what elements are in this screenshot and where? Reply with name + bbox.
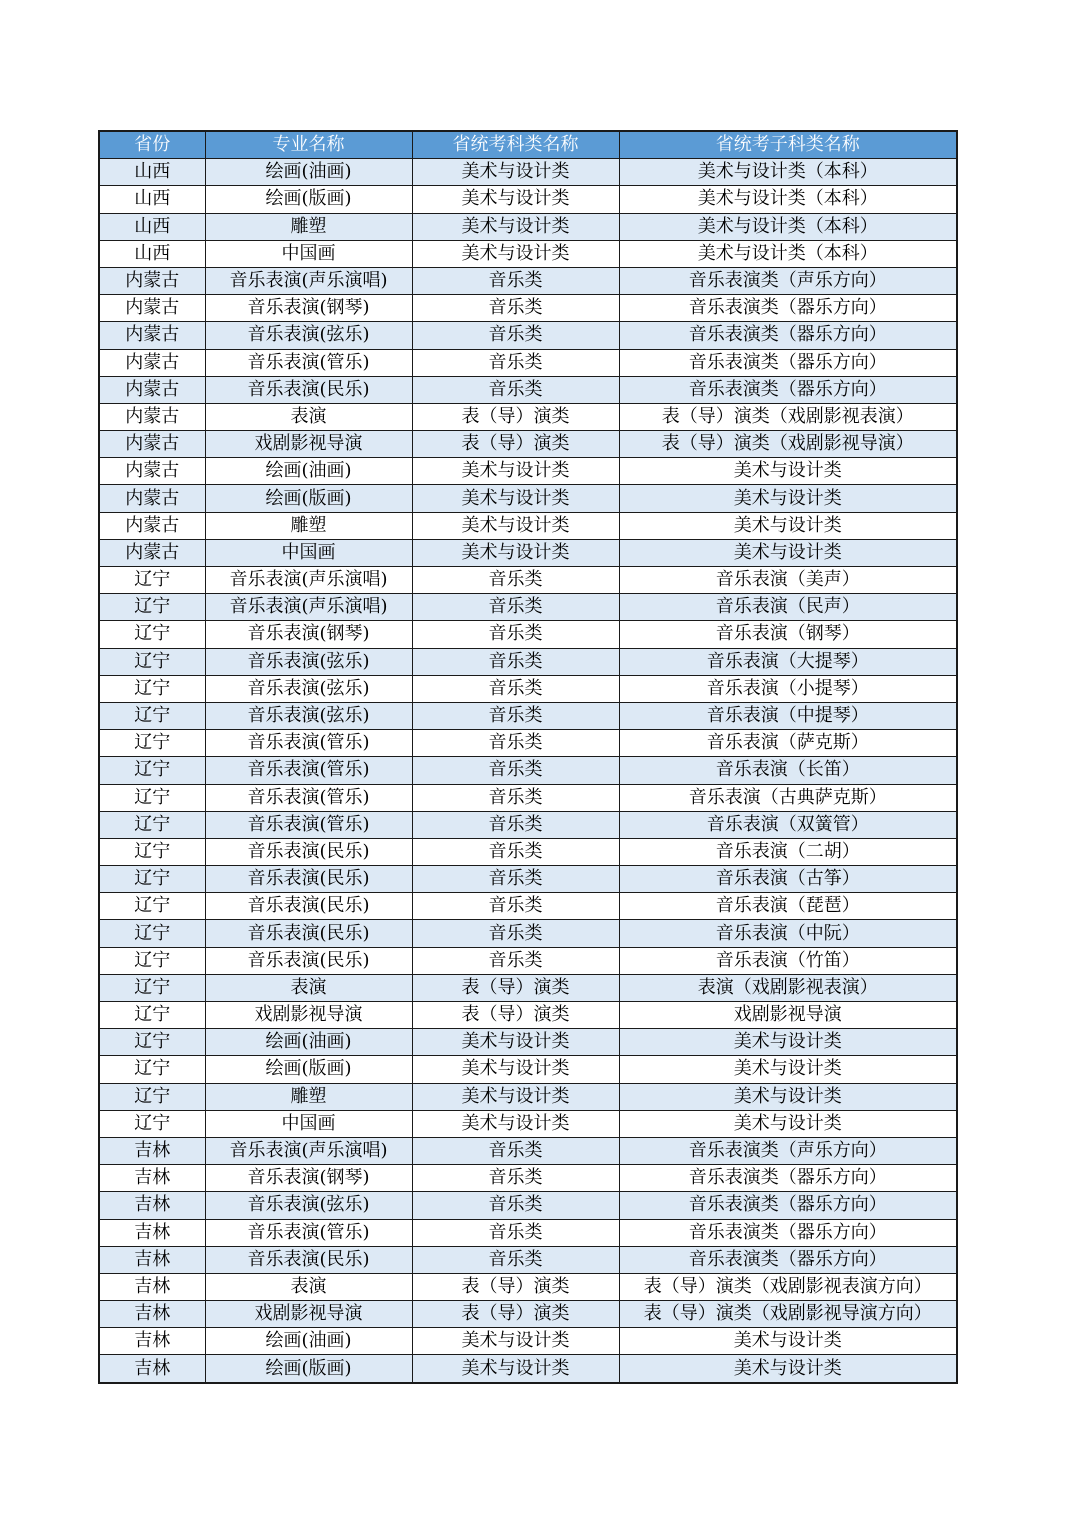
cell-major-name: 音乐表演(民乐)	[205, 893, 412, 920]
cell-exam-category: 美术与设计类	[412, 240, 619, 267]
cell-major-name: 戏剧影视导演	[205, 1301, 412, 1328]
table-row	[99, 295, 957, 322]
table-row	[99, 240, 957, 267]
table-row	[99, 730, 957, 757]
cell-province: 辽宁	[99, 730, 205, 757]
cell-exam-subcategory: 音乐表演（古筝）	[619, 866, 957, 893]
cell-exam-category: 美术与设计类	[412, 1110, 619, 1137]
cell-exam-category: 音乐类	[412, 1192, 619, 1219]
cell-province: 辽宁	[99, 974, 205, 1001]
cell-province: 辽宁	[99, 757, 205, 784]
table-body	[99, 159, 957, 1383]
cell-major-name: 雕塑	[205, 213, 412, 240]
cell-exam-subcategory: 音乐表演类（声乐方向）	[619, 1137, 957, 1164]
cell-exam-subcategory: 表（导）演类（戏剧影视导演方向）	[619, 1301, 957, 1328]
cell-major-name: 音乐表演(声乐演唱)	[205, 267, 412, 294]
cell-exam-subcategory: 音乐表演类（器乐方向）	[619, 1165, 957, 1192]
cell-major-name: 音乐表演(钢琴)	[205, 1165, 412, 1192]
table-row	[99, 1137, 957, 1164]
cell-major-name: 绘画(版画)	[205, 186, 412, 213]
cell-major-name: 音乐表演(管乐)	[205, 757, 412, 784]
cell-province: 内蒙古	[99, 431, 205, 458]
cell-exam-subcategory: 美术与设计类	[619, 1110, 957, 1137]
cell-exam-subcategory: 美术与设计类	[619, 485, 957, 512]
cell-province: 辽宁	[99, 675, 205, 702]
table-row	[99, 376, 957, 403]
cell-exam-category: 音乐类	[412, 295, 619, 322]
cell-exam-category: 美术与设计类	[412, 512, 619, 539]
table-row	[99, 1056, 957, 1083]
cell-major-name: 戏剧影视导演	[205, 431, 412, 458]
cell-major-name: 音乐表演(民乐)	[205, 838, 412, 865]
table-row	[99, 485, 957, 512]
cell-exam-category: 美术与设计类	[412, 1083, 619, 1110]
cell-exam-category: 音乐类	[412, 1246, 619, 1273]
cell-exam-category: 音乐类	[412, 621, 619, 648]
cell-exam-category: 音乐类	[412, 648, 619, 675]
cell-exam-subcategory: 美术与设计类	[619, 512, 957, 539]
cell-exam-subcategory: 音乐表演类（器乐方向）	[619, 1219, 957, 1246]
cell-province: 吉林	[99, 1301, 205, 1328]
cell-exam-category: 表（导）演类	[412, 974, 619, 1001]
cell-major-name: 音乐表演(民乐)	[205, 1246, 412, 1273]
cell-exam-subcategory: 音乐表演（中提琴）	[619, 702, 957, 729]
cell-province: 内蒙古	[99, 403, 205, 430]
cell-exam-category: 美术与设计类	[412, 159, 619, 186]
cell-major-name: 绘画(油画)	[205, 159, 412, 186]
cell-exam-subcategory: 美术与设计类	[619, 1083, 957, 1110]
table-row	[99, 159, 957, 186]
cell-province: 内蒙古	[99, 267, 205, 294]
cell-province: 吉林	[99, 1273, 205, 1300]
cell-exam-category: 表（导）演类	[412, 403, 619, 430]
cell-exam-category: 音乐类	[412, 1219, 619, 1246]
cell-major-name: 戏剧影视导演	[205, 1002, 412, 1029]
cell-major-name: 雕塑	[205, 1083, 412, 1110]
cell-exam-category: 音乐类	[412, 1137, 619, 1164]
cell-province: 辽宁	[99, 567, 205, 594]
cell-exam-subcategory: 音乐表演（中阮）	[619, 920, 957, 947]
cell-major-name: 绘画(版画)	[205, 485, 412, 512]
cell-exam-subcategory: 音乐表演（萨克斯）	[619, 730, 957, 757]
cell-province: 山西	[99, 240, 205, 267]
table-row	[99, 1083, 957, 1110]
cell-province: 内蒙古	[99, 485, 205, 512]
cell-major-name: 音乐表演(民乐)	[205, 947, 412, 974]
cell-major-name: 音乐表演(管乐)	[205, 1219, 412, 1246]
cell-province: 辽宁	[99, 920, 205, 947]
cell-province: 吉林	[99, 1219, 205, 1246]
table-row	[99, 1002, 957, 1029]
cell-exam-subcategory: 美术与设计类	[619, 1328, 957, 1355]
cell-major-name: 中国画	[205, 240, 412, 267]
cell-major-name: 中国画	[205, 539, 412, 566]
cell-province: 辽宁	[99, 1056, 205, 1083]
cell-province: 辽宁	[99, 838, 205, 865]
cell-exam-category: 音乐类	[412, 784, 619, 811]
cell-exam-category: 美术与设计类	[412, 1328, 619, 1355]
table-row	[99, 186, 957, 213]
cell-exam-category: 音乐类	[412, 920, 619, 947]
cell-exam-category: 表（导）演类	[412, 1301, 619, 1328]
table-row	[99, 431, 957, 458]
cell-exam-subcategory: 音乐表演（二胡）	[619, 838, 957, 865]
cell-exam-subcategory: 音乐表演类（声乐方向）	[619, 267, 957, 294]
cell-exam-category: 表（导）演类	[412, 1273, 619, 1300]
cell-province: 内蒙古	[99, 512, 205, 539]
cell-province: 辽宁	[99, 1083, 205, 1110]
cell-exam-category: 美术与设计类	[412, 1029, 619, 1056]
header-exam-subcategory: 省统考子科类名称	[619, 131, 957, 159]
cell-exam-subcategory: 美术与设计类	[619, 1029, 957, 1056]
cell-exam-category: 音乐类	[412, 866, 619, 893]
table-row	[99, 1301, 957, 1328]
cell-exam-category: 美术与设计类	[412, 213, 619, 240]
table-row	[99, 1165, 957, 1192]
cell-major-name: 音乐表演(民乐)	[205, 920, 412, 947]
table-row	[99, 1246, 957, 1273]
table-row	[99, 403, 957, 430]
table-row	[99, 567, 957, 594]
cell-exam-subcategory: 美术与设计类（本科）	[619, 186, 957, 213]
cell-province: 辽宁	[99, 866, 205, 893]
cell-exam-category: 音乐类	[412, 893, 619, 920]
table-row	[99, 1355, 957, 1383]
table-header	[99, 131, 957, 159]
cell-major-name: 音乐表演(管乐)	[205, 811, 412, 838]
cell-major-name: 音乐表演(管乐)	[205, 730, 412, 757]
cell-major-name: 音乐表演(弦乐)	[205, 702, 412, 729]
header-major-name: 专业名称	[205, 131, 412, 159]
cell-exam-category: 美术与设计类	[412, 1056, 619, 1083]
cell-province: 山西	[99, 213, 205, 240]
cell-exam-category: 表（导）演类	[412, 431, 619, 458]
table-row	[99, 675, 957, 702]
header-row	[99, 131, 957, 159]
cell-major-name: 中国画	[205, 1110, 412, 1137]
cell-exam-category: 音乐类	[412, 757, 619, 784]
cell-major-name: 音乐表演(声乐演唱)	[205, 1137, 412, 1164]
cell-major-name: 音乐表演(管乐)	[205, 784, 412, 811]
table-row	[99, 458, 957, 485]
cell-province: 辽宁	[99, 784, 205, 811]
header-province: 省份	[99, 131, 205, 159]
table-row	[99, 811, 957, 838]
cell-exam-category: 音乐类	[412, 811, 619, 838]
cell-exam-subcategory: 美术与设计类（本科）	[619, 240, 957, 267]
cell-exam-subcategory: 音乐表演（琵琶）	[619, 893, 957, 920]
cell-exam-subcategory: 美术与设计类	[619, 1056, 957, 1083]
cell-exam-category: 美术与设计类	[412, 539, 619, 566]
table-row	[99, 594, 957, 621]
cell-province: 吉林	[99, 1246, 205, 1273]
cell-exam-category: 美术与设计类	[412, 186, 619, 213]
cell-province: 吉林	[99, 1137, 205, 1164]
cell-exam-category: 音乐类	[412, 594, 619, 621]
cell-province: 内蒙古	[99, 322, 205, 349]
cell-exam-category: 音乐类	[412, 947, 619, 974]
cell-exam-subcategory: 表演（戏剧影视表演）	[619, 974, 957, 1001]
table-row	[99, 267, 957, 294]
cell-province: 辽宁	[99, 621, 205, 648]
cell-major-name: 音乐表演(声乐演唱)	[205, 594, 412, 621]
cell-province: 内蒙古	[99, 349, 205, 376]
table-row	[99, 784, 957, 811]
cell-exam-category: 音乐类	[412, 376, 619, 403]
cell-exam-subcategory: 音乐表演类（器乐方向）	[619, 376, 957, 403]
cell-major-name: 音乐表演(弦乐)	[205, 675, 412, 702]
cell-exam-subcategory: 音乐表演类（器乐方向）	[619, 295, 957, 322]
cell-exam-category: 音乐类	[412, 1165, 619, 1192]
cell-exam-subcategory: 音乐表演（双簧管）	[619, 811, 957, 838]
cell-major-name: 音乐表演(声乐演唱)	[205, 567, 412, 594]
table-row	[99, 866, 957, 893]
cell-exam-subcategory: 美术与设计类（本科）	[619, 159, 957, 186]
cell-exam-category: 音乐类	[412, 349, 619, 376]
cell-exam-category: 表（导）演类	[412, 1002, 619, 1029]
cell-major-name: 音乐表演(民乐)	[205, 376, 412, 403]
cell-exam-subcategory: 音乐表演类（器乐方向）	[619, 1246, 957, 1273]
cell-province: 内蒙古	[99, 539, 205, 566]
cell-province: 吉林	[99, 1165, 205, 1192]
cell-major-name: 音乐表演(民乐)	[205, 866, 412, 893]
cell-province: 辽宁	[99, 648, 205, 675]
cell-major-name: 音乐表演(管乐)	[205, 349, 412, 376]
cell-exam-category: 美术与设计类	[412, 1355, 619, 1383]
cell-major-name: 绘画(油画)	[205, 458, 412, 485]
cell-major-name: 绘画(版画)	[205, 1355, 412, 1383]
table-row	[99, 1110, 957, 1137]
cell-major-name: 绘画(油画)	[205, 1029, 412, 1056]
table-row	[99, 702, 957, 729]
cell-province: 辽宁	[99, 947, 205, 974]
cell-exam-category: 音乐类	[412, 675, 619, 702]
cell-major-name: 音乐表演(弦乐)	[205, 322, 412, 349]
cell-exam-subcategory: 表（导）演类（戏剧影视导演）	[619, 431, 957, 458]
cell-province: 山西	[99, 186, 205, 213]
cell-major-name: 绘画(油画)	[205, 1328, 412, 1355]
table-row	[99, 1328, 957, 1355]
cell-province: 内蒙古	[99, 295, 205, 322]
cell-exam-category: 美术与设计类	[412, 485, 619, 512]
cell-province: 辽宁	[99, 702, 205, 729]
cell-exam-subcategory: 音乐表演（民声）	[619, 594, 957, 621]
table-row	[99, 1029, 957, 1056]
cell-exam-subcategory: 音乐表演（古典萨克斯）	[619, 784, 957, 811]
cell-exam-category: 音乐类	[412, 838, 619, 865]
cell-exam-subcategory: 美术与设计类	[619, 458, 957, 485]
cell-exam-subcategory: 音乐表演（美声）	[619, 567, 957, 594]
cell-exam-subcategory: 美术与设计类	[619, 539, 957, 566]
table-row	[99, 648, 957, 675]
table-row	[99, 838, 957, 865]
cell-province: 辽宁	[99, 1029, 205, 1056]
cell-major-name: 表演	[205, 1273, 412, 1300]
cell-exam-subcategory: 音乐表演（小提琴）	[619, 675, 957, 702]
cell-province: 山西	[99, 159, 205, 186]
cell-province: 辽宁	[99, 594, 205, 621]
table-row	[99, 947, 957, 974]
cell-exam-subcategory: 表（导）演类（戏剧影视表演方向）	[619, 1273, 957, 1300]
cell-major-name: 表演	[205, 403, 412, 430]
cell-province: 吉林	[99, 1192, 205, 1219]
table-row	[99, 322, 957, 349]
table-row	[99, 213, 957, 240]
table-row	[99, 920, 957, 947]
table-row	[99, 512, 957, 539]
cell-major-name: 绘画(版画)	[205, 1056, 412, 1083]
cell-major-name: 音乐表演(钢琴)	[205, 621, 412, 648]
table-row	[99, 1192, 957, 1219]
cell-exam-category: 音乐类	[412, 567, 619, 594]
cell-major-name: 表演	[205, 974, 412, 1001]
cell-exam-subcategory: 音乐表演（钢琴）	[619, 621, 957, 648]
cell-province: 辽宁	[99, 1110, 205, 1137]
cell-province: 吉林	[99, 1355, 205, 1383]
cell-exam-subcategory: 音乐表演（长笛）	[619, 757, 957, 784]
cell-exam-subcategory: 音乐表演类（器乐方向）	[619, 349, 957, 376]
table-row	[99, 621, 957, 648]
cell-exam-category: 音乐类	[412, 730, 619, 757]
cell-major-name: 音乐表演(弦乐)	[205, 1192, 412, 1219]
cell-province: 内蒙古	[99, 376, 205, 403]
table-row	[99, 1273, 957, 1300]
cell-major-name: 音乐表演(弦乐)	[205, 648, 412, 675]
cell-exam-subcategory: 表（导）演类（戏剧影视表演）	[619, 403, 957, 430]
cell-exam-subcategory: 美术与设计类（本科）	[619, 213, 957, 240]
cell-province: 辽宁	[99, 1002, 205, 1029]
table-row	[99, 974, 957, 1001]
cell-exam-category: 美术与设计类	[412, 458, 619, 485]
data-table	[98, 130, 958, 1384]
cell-exam-subcategory: 音乐表演（竹笛）	[619, 947, 957, 974]
cell-exam-subcategory: 音乐表演类（器乐方向）	[619, 1192, 957, 1219]
header-exam-category: 省统考科类名称	[412, 131, 619, 159]
cell-province: 辽宁	[99, 811, 205, 838]
cell-exam-subcategory: 美术与设计类	[619, 1355, 957, 1383]
cell-major-name: 音乐表演(钢琴)	[205, 295, 412, 322]
table-row	[99, 1219, 957, 1246]
cell-exam-category: 音乐类	[412, 702, 619, 729]
cell-province: 内蒙古	[99, 458, 205, 485]
table-row	[99, 539, 957, 566]
table-row	[99, 349, 957, 376]
cell-province: 辽宁	[99, 893, 205, 920]
cell-province: 吉林	[99, 1328, 205, 1355]
cell-exam-subcategory: 音乐表演（大提琴）	[619, 648, 957, 675]
cell-exam-subcategory: 戏剧影视导演	[619, 1002, 957, 1029]
cell-exam-category: 音乐类	[412, 322, 619, 349]
cell-major-name: 雕塑	[205, 512, 412, 539]
table-row	[99, 893, 957, 920]
table-row	[99, 757, 957, 784]
cell-exam-category: 音乐类	[412, 267, 619, 294]
cell-exam-subcategory: 音乐表演类（器乐方向）	[619, 322, 957, 349]
